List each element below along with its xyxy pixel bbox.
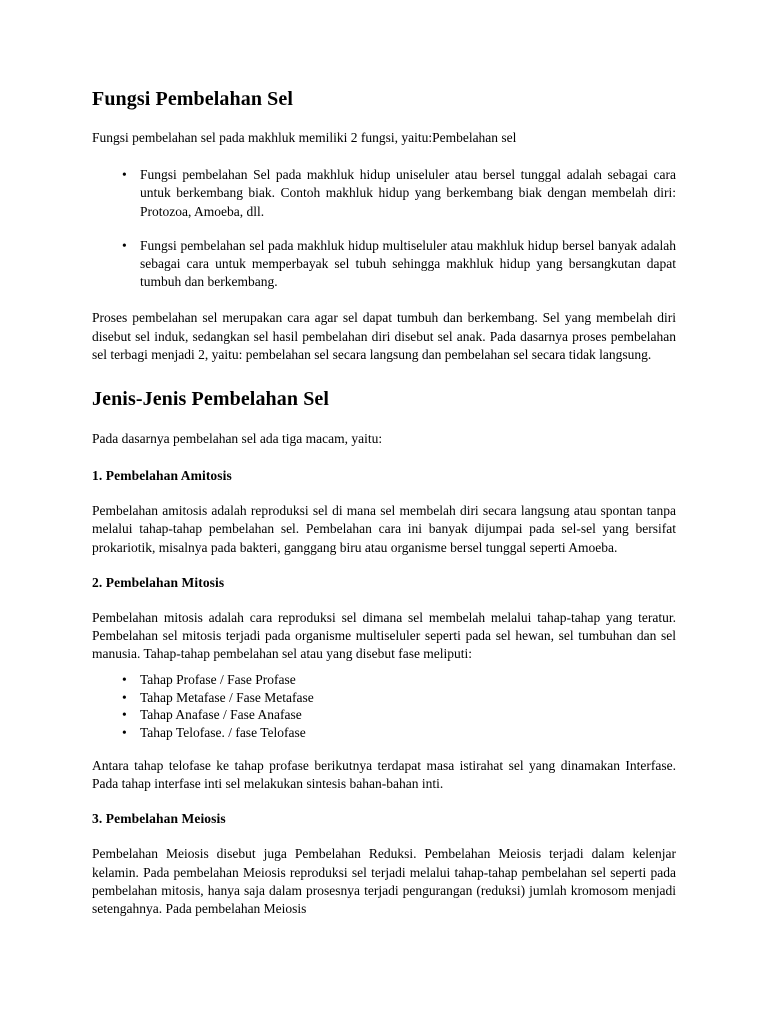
list-item [92, 671, 676, 688]
list-item [92, 689, 676, 706]
list-item-text: Fungsi pembelahan Sel pada makhluk hidup uniseluler atau bersel tunggal adalah sebagai cara untuk berkembang biak. Contoh makhluk hidup yang berkembang biak dengan membelah diri: Protozoa, Amoeba, dll. [140, 167, 676, 219]
list-item-text: Tahap Anafase / Fase Anafase [140, 707, 302, 723]
document-body [92, 88, 676, 918]
amitosis-paragraph: Pembelahan amitosis adalah reproduksi sel di mana sel membelah diri secara langsung atau spontan tanpa melalui tahap-tahap pembelahan sel. Pembelahan cara ini banyak dijumpai pada sel-sel yang bersifat prokariotik, misalnya pada bakteri, ganggang biru atau organisme bersel tunggal seperti Amoeba. [92, 503, 676, 555]
subheading-mitosis: 2. Pembelahan Mitosis [92, 574, 225, 590]
bullet-marker-icon: • [122, 689, 127, 705]
meiosis-paragraph: Pembelahan Meiosis disebut juga Pembelahan Reduksi. Pembelahan Meiosis terjadi dalam kelenjar kelamin. Pada pembelahan Meiosis reproduksi sel terjadi melalui tahap-tahap pembelahan sel seperti pada pembelahan mitosis, hanya saja dalam prosesnya terjadi pengurangan (reduksi) jumlah kromosom menjadi setengahnya. Pada pembelahan Meiosis [92, 846, 676, 917]
interfase-paragraph: Antara tahap telofase ke tahap profase berikutnya terdapat masa istirahat sel yang dinamakan Interfase. Pada tahap interfase inti sel melakukan sintesis bahan-bahan inti. [92, 758, 676, 792]
list-item-text: Fungsi pembelahan sel pada makhluk hidup multiseluler atau makhluk hidup bersel banyak adalah sebagai cara untuk memperbayak sel tubuh sehingga makhluk hidup yang bersangkutan dapat tumbuh dan berkembang. [140, 237, 676, 290]
list-item [92, 724, 676, 741]
mitosis-phase-list [92, 671, 676, 741]
bullet-marker-icon: • [122, 167, 127, 183]
bullet-marker-icon: • [122, 672, 127, 688]
fungsi-bullet-list [92, 166, 676, 291]
list-item-text: Tahap Metafase / Fase Metafase [140, 689, 314, 705]
list-item-text: Tahap Profase / Fase Profase [140, 672, 296, 688]
section-heading-jenis-jenis: Jenis-Jenis Pembelahan Sel [92, 388, 330, 411]
list-item-text: Tahap Telofase. / fase Telofase [140, 724, 306, 740]
bullet-marker-icon: • [122, 707, 127, 723]
jenis-lead-paragraph: Pada dasarnya pembelahan sel ada tiga macam, yaitu: [92, 431, 383, 447]
intro-paragraph: Fungsi pembelahan sel pada makhluk memiliki 2 fungsi, yaitu:Pembelahan sel [92, 130, 517, 145]
subheading-amitosis: 1. Pembelahan Amitosis [92, 468, 232, 484]
subheading-meiosis: 3. Pembelahan Meiosis [92, 811, 226, 827]
proses-pembelahan-paragraph: Proses pembelahan sel merupakan cara agar sel dapat tumbuh dan berkembang. Sel yang membelah diri disebut sel induk, sedangkan sel hasil pembelahan diri disebut sel anak. Pada dasarnya proses pembelahan sel terbagi menjadi 2, yaitu: pembelahan sel secara langsung dan pembelahan sel secara tidak langsung. [92, 310, 676, 362]
page-title: Fungsi Pembelahan Sel [92, 88, 294, 110]
list-item [92, 706, 676, 723]
mitosis-paragraph: Pembelahan mitosis adalah cara reproduksi sel dimana sel membelah melalui tahap-tahap yang teratur. Pembelahan sel mitosis terjadi pada organisme multiseluler seperti pada sel hewan, sel tumbuhan dan sel manusia. Tahap-tahap pembelahan sel atau yang disebut fase meliputi: [92, 609, 676, 662]
bullet-marker-icon: • [122, 237, 127, 253]
bullet-marker-icon: • [122, 724, 127, 740]
list-item [92, 166, 676, 221]
list-item [92, 237, 676, 292]
